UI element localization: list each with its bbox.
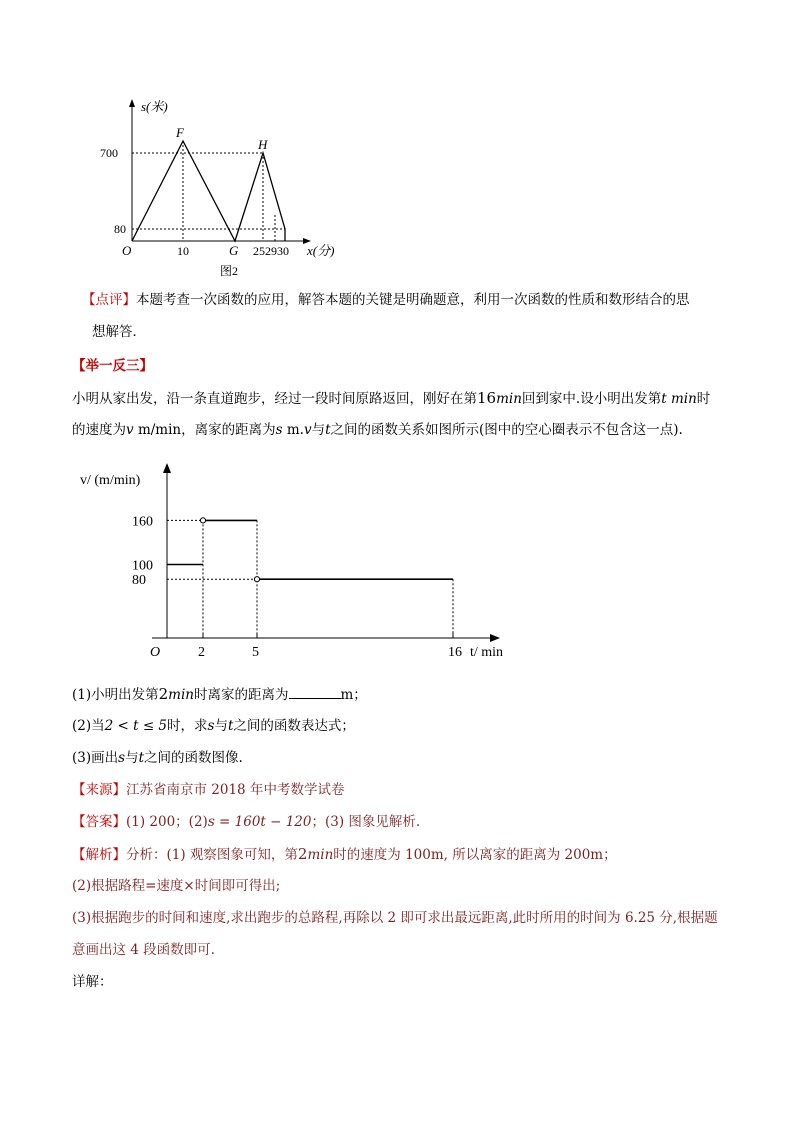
source-tag: 【来源】 [72, 782, 126, 798]
section-title: 【举一反三】 [72, 358, 153, 374]
q-text: (1)小明出发第 [72, 687, 159, 703]
math-inequality: 2 < t ≤ 5 [104, 718, 168, 734]
problem-text: 小明从家出发，沿一条直道跑步，经过一段时间原路返回，刚好在第 [72, 391, 477, 407]
origin: O [150, 645, 161, 660]
comment-tag: 【点评】 [82, 292, 136, 308]
unit-m-min: m/min [137, 422, 182, 438]
ylabel: s(米) [141, 99, 168, 114]
var-v: v [303, 422, 312, 438]
analysis-text: 分析：(1) 观察图象可知，第 [126, 847, 298, 863]
problem-line2 [72, 420, 683, 440]
xlabel: t/ min [470, 645, 504, 660]
var-v: v [126, 422, 134, 438]
analysis-line3: (3)根据跑步的时间和速度,求出跑步的总路程,再除以 2 即可求出最远距离,此时所用的时间为 6.25 分,根据题 [72, 910, 718, 926]
problem-text: 的速度为 [72, 422, 126, 438]
analysis-line1 [72, 844, 617, 865]
analysis-line2: (2)根据路程=速度×时间即可得出; [72, 878, 281, 894]
q-text: 与 [214, 718, 228, 734]
q-text: 之间的函数表达式； [233, 718, 355, 734]
answer-tag: 【答案】 [72, 814, 126, 830]
var-s: s [207, 718, 215, 734]
num-2: 2 [158, 685, 169, 703]
xtick-label-5: 5 [252, 645, 259, 660]
ytick-700: 700 [100, 146, 118, 160]
point-h: H [258, 137, 268, 152]
q-text: (2)当 [72, 718, 105, 734]
unit-m: m. [286, 422, 304, 438]
q-text: m； [340, 687, 367, 703]
problem-text: 时 [696, 391, 711, 407]
caption: 图2 [220, 264, 239, 278]
answer-text: (1) 200；(2) [126, 814, 208, 830]
var-t: t [138, 750, 144, 766]
answer-blank[interactable] [289, 684, 341, 699]
xtick-25-29-30: 252930 [253, 244, 289, 258]
x-arrow [490, 634, 500, 642]
path-line [132, 141, 285, 241]
velocity-time-chart [72, 460, 522, 665]
unit-min: min [307, 847, 334, 863]
analysis-text: 时的速度为 100m, 所以离家的距离为 200m； [333, 847, 617, 863]
num-16: 16 [477, 389, 497, 407]
open-circle-t2 [200, 518, 205, 523]
problem-text: ，离家的距离为 [181, 422, 276, 438]
var-t: t [325, 422, 331, 438]
var-s: s [275, 422, 283, 438]
xlabel: x(分) [307, 243, 335, 258]
point-f: F [176, 125, 184, 140]
problem-line1 [72, 388, 710, 409]
answer-line [72, 812, 420, 832]
y-arrow [129, 99, 135, 107]
var-t: t [227, 718, 234, 734]
ytick-label-80: 80 [132, 573, 146, 589]
var-t: t [661, 391, 667, 407]
q-text: 与 [125, 750, 139, 766]
xtick-10: 10 [177, 244, 189, 258]
unit-min: min [168, 687, 194, 703]
origin: O [122, 243, 132, 258]
answer-text: ；(3) 图象见解析. [311, 814, 421, 830]
q-text: (3)画出 [72, 750, 119, 766]
open-circle-t5 [254, 577, 259, 582]
unit-min: min [670, 391, 697, 407]
y-arrow [163, 463, 171, 473]
source-text: 江苏省南京市 2018 年中考数学试卷 [126, 782, 345, 798]
problem-text: 之间的函数关系如图所示(图中的空心圈表示不包含这一点). [330, 422, 683, 438]
question-2 [72, 716, 355, 736]
source-line [72, 780, 344, 800]
problem-text: 与 [311, 422, 326, 438]
xtick-label-2: 2 [198, 645, 205, 660]
num-2: 2 [297, 845, 308, 863]
distance-time-figure [95, 95, 355, 285]
comment-text1: 本题考查一次函数的应用，解答本题的关键是明确题意，利用一次函数的性质和数形结合的思 [136, 292, 690, 308]
q-text: 时离家的距离为 [194, 687, 289, 703]
q-text: 之间的函数图像. [144, 750, 243, 766]
ytick-80: 80 [114, 222, 126, 236]
unit-min: min [496, 391, 522, 407]
comment-line1 [82, 290, 690, 310]
ylabel: v/ (m/min) [80, 473, 141, 488]
question-1 [72, 684, 367, 705]
xtick-g: G [229, 243, 239, 258]
xtick-label-16: 16 [448, 645, 462, 660]
comment-line2: 想解答． [92, 324, 146, 340]
detail-label: 详解： [72, 974, 113, 990]
math-answer: s = 160t − 120 [207, 814, 312, 830]
problem-text: 回到家中.设小明出发第 [521, 391, 662, 407]
var-s: s [118, 750, 126, 766]
analysis-tag: 【解析】 [72, 847, 126, 863]
analysis-line4: 意画出这 4 段函数即可. [72, 942, 215, 958]
q-text: 时，求 [167, 718, 208, 734]
question-3 [72, 748, 243, 768]
ytick-label-160: 160 [132, 514, 153, 530]
ytick-label-100: 100 [132, 558, 153, 574]
